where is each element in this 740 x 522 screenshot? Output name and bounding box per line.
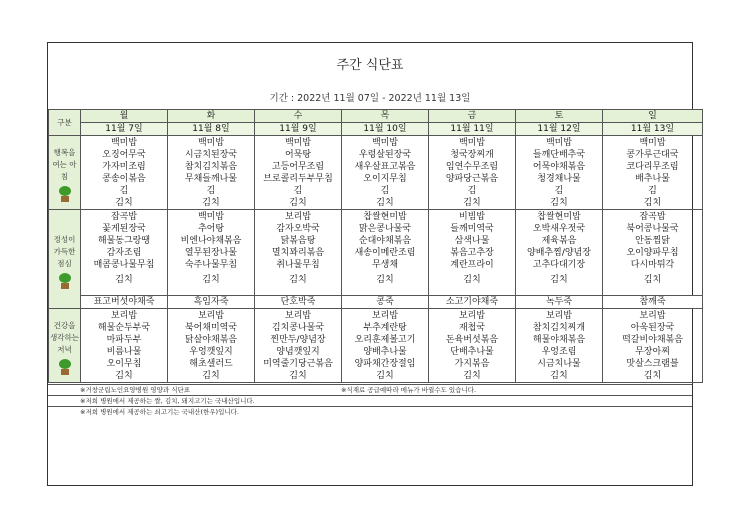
menu-item: 배추나물 — [635, 174, 670, 184]
menu-cell — [255, 309, 342, 383]
menu-item: 참치김치찌개 — [532, 323, 586, 333]
menu-item: 김치 — [376, 198, 394, 208]
day-header: 화 — [168, 110, 255, 123]
menu-table — [48, 109, 703, 383]
menu-cell — [429, 309, 516, 383]
day-header: 일 — [603, 110, 703, 123]
menu-item: 미역줄기당근볶음 — [263, 359, 333, 369]
menu-sheet — [47, 42, 693, 486]
menu-item: 감자오박국 — [276, 224, 320, 234]
menu-item: 양배추찜/양념장 — [527, 248, 591, 258]
note-text: ※저희 병원에서 제공하는 쌀, 김치, 돼지고기는 국내산입니다. — [80, 397, 255, 405]
soup-cell: 참깨죽 — [603, 296, 703, 309]
notes — [48, 384, 692, 417]
menu-item: 보리밥 — [284, 311, 312, 321]
page-title: 주간 식단표 — [336, 58, 404, 73]
menu-item: 우렁살된장국 — [358, 150, 412, 160]
menu-item: 가지볶음 — [454, 359, 490, 369]
soup-cell: 흑임자죽 — [168, 296, 255, 309]
meal-row — [49, 309, 703, 383]
menu-item: 보리밥 — [545, 311, 573, 321]
menu-item: 김치 — [463, 371, 481, 381]
menu-item: 재첩국 — [458, 323, 486, 333]
soup-cell: 단호박죽 — [255, 296, 342, 309]
plant-icon — [58, 359, 72, 375]
soup-cell: 소고기야채죽 — [429, 296, 516, 309]
menu-item: 순대야채볶음 — [358, 236, 412, 246]
menu-item: 무장아찌 — [635, 347, 670, 357]
menu-item: 감자조림 — [106, 248, 142, 258]
menu-item: 보리밥 — [110, 311, 138, 321]
period-text: 기간 : 2022년 11월 07일 - 2022년 11월 13일 — [269, 93, 471, 104]
menu-item: 닭볶음탕 — [280, 236, 316, 246]
menu-item: 찹쌀현미밥 — [537, 212, 581, 222]
menu-item: 오리훈제볼고기 — [354, 335, 416, 345]
plant-icon — [58, 273, 72, 289]
meal-label-text: 행복을 여는 아침 — [52, 148, 77, 181]
menu-item: 김치 — [643, 275, 662, 285]
menu-item: 콩가루근대국 — [626, 150, 679, 160]
menu-item: 계란프라이 — [450, 260, 494, 270]
menu-item: 부추계란탕 — [363, 323, 407, 333]
menu-item: 백미밥 — [197, 138, 225, 148]
meal-label — [49, 309, 81, 383]
date-cell: 11월 7일 — [81, 123, 168, 136]
date-cell: 11월 8일 — [168, 123, 255, 136]
plant-icon — [58, 186, 72, 202]
date-cell: 11월 10일 — [342, 123, 429, 136]
menu-item: 열무된장나물 — [184, 248, 238, 258]
menu-item: 취나물무침 — [276, 260, 320, 270]
menu-cell — [429, 136, 516, 210]
menu-item: 찐만두/양념장 — [270, 335, 326, 345]
menu-cell — [255, 136, 342, 210]
menu-item: 마파두부 — [106, 335, 142, 345]
menu-item: 단배추나물 — [450, 347, 494, 357]
menu-item: 비빔밥 — [458, 212, 486, 222]
menu-item: 참치김치볶음 — [184, 162, 238, 172]
menu-item: 북어콩나물국 — [626, 224, 679, 234]
menu-item: 삼색나물 — [454, 236, 490, 246]
menu-item: 김치 — [376, 371, 394, 381]
day-header: 수 — [255, 110, 342, 123]
meal-label-text: 정성이 가득한 점심 — [53, 234, 76, 268]
meal-row — [49, 136, 703, 210]
menu-item: 볶음고추장 — [450, 248, 494, 258]
menu-item: 숙주나물무침 — [184, 260, 238, 270]
menu-item: 비름나물 — [106, 347, 142, 357]
menu-item: 보리밥 — [284, 212, 312, 222]
menu-item: 김치 — [643, 371, 662, 381]
menu-item: 오박새우젓국 — [532, 224, 586, 234]
menu-item: 김치 — [550, 275, 568, 285]
menu-item: 콩송이볶음 — [102, 174, 146, 184]
menu-item: 보리밥 — [371, 311, 399, 321]
note-text: ※저희 병원에서 제공하는 쇠고기는 국내산(한우)입니다. — [80, 408, 239, 416]
menu-item: 김 — [119, 186, 129, 196]
menu-item: 새송이메란조림 — [354, 248, 416, 258]
menu-item: 김치콩나물국 — [271, 323, 325, 333]
menu-item: 양파당근볶음 — [445, 174, 499, 184]
menu-cell — [81, 210, 168, 296]
menu-item: 보리밥 — [458, 311, 486, 321]
menu-item: 김 — [380, 186, 390, 196]
menu-cell — [603, 136, 703, 210]
category-header: 구분 — [49, 110, 81, 136]
menu-item: 가자미조림 — [102, 162, 146, 172]
menu-item: 추어탕 — [197, 224, 225, 234]
menu-item: 백미밥 — [284, 138, 312, 148]
menu-item: 백미밥 — [545, 138, 573, 148]
menu-item: 보리밥 — [639, 311, 666, 321]
menu-item: 김 — [648, 186, 657, 196]
menu-item: 떡갈비야채볶음 — [622, 335, 683, 345]
menu-cell — [168, 210, 255, 296]
menu-item: 고추다대기장 — [532, 260, 586, 270]
menu-item: 찹쌀현미밥 — [363, 212, 407, 222]
menu-item: 어묵야채볶음 — [532, 162, 586, 172]
menu-cell — [516, 136, 603, 210]
menu-item: 맛살스크램블 — [626, 359, 679, 369]
menu-item: 맑은콩나물국 — [358, 224, 412, 234]
note-row — [48, 395, 692, 406]
menu-item: 김치 — [463, 198, 481, 208]
date-cell: 11월 13일 — [603, 123, 703, 136]
menu-item: 김 — [554, 186, 564, 196]
menu-cell — [168, 309, 255, 383]
menu-item: 양배추나물 — [363, 347, 407, 357]
menu-cell — [342, 136, 429, 210]
menu-cell — [603, 309, 703, 383]
menu-item: 김치 — [202, 275, 220, 285]
menu-item: 오이무침 — [106, 359, 142, 369]
date-cell: 11월 11일 — [429, 123, 516, 136]
menu-item: 우엉깻잎지 — [189, 347, 233, 357]
menu-item: 해물동그랑땡 — [97, 236, 151, 246]
menu-item: 해물순두부국 — [97, 323, 151, 333]
menu-item: 김치 — [289, 371, 307, 381]
menu-item: 오이지무침 — [363, 174, 407, 184]
menu-item: 김치 — [550, 198, 568, 208]
menu-item: 무생채 — [371, 260, 399, 270]
day-header: 목 — [342, 110, 429, 123]
soup-cell: 녹두죽 — [516, 296, 603, 309]
menu-item: 임연수무조림 — [445, 162, 499, 172]
menu-item: 브로콜리두부무침 — [263, 174, 333, 184]
menu-item: 새우살표고볶음 — [354, 162, 416, 172]
menu-item: 김치 — [115, 371, 133, 381]
menu-item: 양파채간장절임 — [354, 359, 416, 369]
menu-item: 김 — [293, 186, 303, 196]
menu-cell — [516, 210, 603, 296]
menu-item: 백미밥 — [639, 138, 666, 148]
note-text: ※식재료 공급예따라 메뉴가 바뀔수도 있습니다. — [341, 386, 477, 394]
note-row — [48, 406, 692, 417]
menu-item: 김치 — [550, 371, 568, 381]
date-cell: 11월 9일 — [255, 123, 342, 136]
menu-item: 무채들깨나물 — [184, 174, 238, 184]
menu-item: 제육볶음 — [541, 236, 577, 246]
menu-item: 김 — [206, 186, 216, 196]
menu-item: 다시마튀각 — [630, 260, 675, 270]
meal-label-text: 건강을 생각하는 저녁 — [50, 321, 79, 354]
day-header: 금 — [429, 110, 516, 123]
menu-item: 돈육버섯볶음 — [445, 335, 499, 345]
meal-row — [49, 210, 703, 296]
menu-item: 김치 — [202, 371, 220, 381]
menu-cell — [429, 210, 516, 296]
menu-item: 매콤콩나물무침 — [93, 260, 155, 270]
menu-item: 청국장찌개 — [450, 150, 494, 160]
menu-cell — [342, 309, 429, 383]
menu-item: 멸치꽈리볶음 — [271, 248, 325, 258]
menu-item: 김치 — [289, 275, 307, 285]
menu-item: 백미밥 — [371, 138, 399, 148]
menu-item: 청경채나물 — [537, 174, 581, 184]
menu-item: 잡곡밥 — [110, 212, 138, 222]
menu-item: 보리밥 — [197, 311, 225, 321]
menu-cell — [255, 210, 342, 296]
soup-cell: 표고버섯야채죽 — [81, 296, 168, 309]
menu-item: 들깨미역국 — [450, 224, 494, 234]
menu-item: 김치 — [643, 198, 662, 208]
menu-item: 고등어무조림 — [271, 162, 325, 172]
date-row — [49, 123, 703, 136]
soup-row — [49, 296, 703, 309]
meal-label — [49, 210, 81, 309]
menu-item: 오이양파무침 — [626, 248, 679, 258]
menu-item: 코다리무조림 — [626, 162, 679, 172]
date-cell: 11월 12일 — [516, 123, 603, 136]
note-row — [48, 384, 692, 395]
menu-item: 잡곡밥 — [639, 212, 666, 222]
menu-item: 비엔나야채볶음 — [180, 236, 242, 246]
day-header: 토 — [516, 110, 603, 123]
menu-cell — [342, 210, 429, 296]
menu-item: 들깨단배추국 — [532, 150, 586, 160]
menu-item: 백미밥 — [458, 138, 486, 148]
menu-item: 꽃게된장국 — [102, 224, 146, 234]
menu-item: 김치 — [115, 275, 133, 285]
menu-item: 김 — [467, 186, 477, 196]
menu-item: 백미밥 — [110, 138, 138, 148]
menu-item: 안동찜닭 — [635, 236, 670, 246]
menu-item: 시금치나물 — [537, 359, 581, 369]
soup-cell: 콩죽 — [342, 296, 429, 309]
menu-cell — [603, 210, 703, 296]
day-header: 월 — [81, 110, 168, 123]
menu-item: 김치 — [289, 198, 307, 208]
menu-item: 어묵탕 — [284, 150, 312, 160]
menu-item: 양념깻잎지 — [276, 347, 320, 357]
menu-item: 해초샐러드 — [189, 359, 233, 369]
menu-item: 아욱된장국 — [630, 323, 675, 333]
menu-cell — [516, 309, 603, 383]
menu-cell — [168, 136, 255, 210]
menu-item: 오징어무국 — [102, 150, 146, 160]
menu-item: 닭살야채볶음 — [184, 335, 238, 345]
menu-item: 북어채미역국 — [184, 323, 238, 333]
menu-item: 김치 — [202, 198, 220, 208]
note-text: ※거창군립노인요양병원 영양과 식단표 — [80, 386, 191, 394]
day-header-row — [49, 110, 703, 123]
menu-item: 김치 — [376, 275, 394, 285]
menu-cell — [81, 309, 168, 383]
meal-label — [49, 136, 81, 210]
menu-item: 시금치된장국 — [184, 150, 238, 160]
menu-item: 해물야채볶음 — [532, 335, 586, 345]
menu-cell — [81, 136, 168, 210]
menu-item: 김치 — [115, 198, 133, 208]
menu-item: 백미밥 — [197, 212, 225, 222]
menu-item: 우엉조림 — [541, 347, 577, 357]
menu-item: 김치 — [463, 275, 481, 285]
